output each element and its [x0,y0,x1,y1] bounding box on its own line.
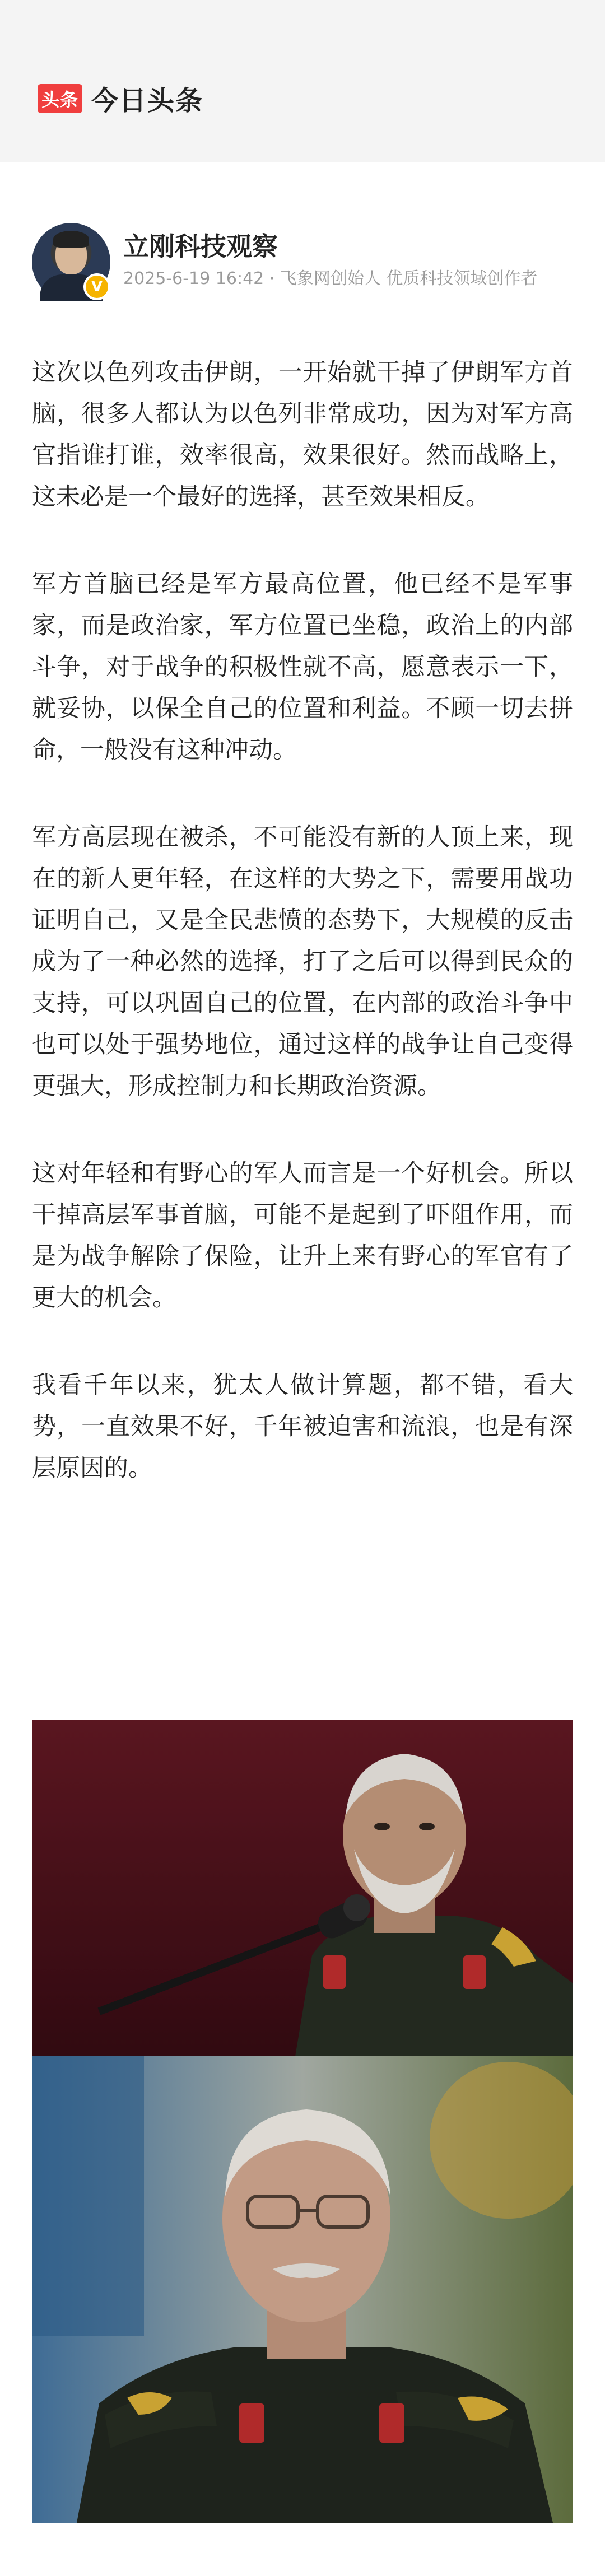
article-paragraph: 这次以色列攻击伊朗，一开始就干掉了伊朗军方首脑，很多人都认为以色列非常成功，因为对军方高官指谁打谁，效率很高，效果很好。然而战略上，这未必是一个最好的选择，甚至效果相反。 [32,358,573,511]
article-paragraph: 这对年轻和有野心的军人而言是一个好机会。所以干掉高层军事首脑，可能不是起到了吓阻作用，而是为战争解除了保险，让升上来有野心的军官有了更大的机会。 [32,1159,573,1312]
avatar[interactable] [32,223,110,301]
speaker-photo-illustration [32,1720,573,2056]
article-paragraph: 军方首脑已经是军方最高位置，他已经不是军事家，而是政治家，军方位置已坐稳，政治上的内部斗争，对于战争的积极性就不高，愿意表示一下，就妥协，以保全自己的位置和利益。不顾一切去拼命，一般没有这种冲动。 [32,570,573,764]
article-image[interactable] [32,2056,573,2523]
author-block [32,223,581,307]
article-paragraph: 军方高层现在被杀，不可能没有新的人顶上来，现在的新人更年轻，在这样的大势之下，需要用战功证明自己，又是全民悲愤的态势下，大规模的反击成为了一种必然的选择，打了之后可以得到民众的支持，可以巩固自己的位置，在内部的政治斗争中也可以处于强势地位，通过这样的战争让自己变得更强大，形成控制力和长期政治资源。 [32,823,573,1100]
officer-photo-illustration [32,2056,573,2523]
verified-badge-icon: V [83,273,110,300]
author-meta: 2025-6-19 16:42 · 飞象网创始人 优质科技领域创作者 [123,269,538,288]
author-name[interactable]: 立刚科技观察 [123,231,278,262]
article-paragraph: 我看千年以来，犹太人做计算题，都不错，看大势，一直效果不好，千年被迫害和流浪，也是有深层原因的。 [32,1371,573,1482]
article-image[interactable] [32,1720,573,2056]
article-body [32,352,573,1535]
toutiao-logo-icon: 头条 [38,84,82,113]
app-brand[interactable] [38,79,203,118]
app-name: 今日头条 [91,85,204,117]
app-header [0,0,605,162]
